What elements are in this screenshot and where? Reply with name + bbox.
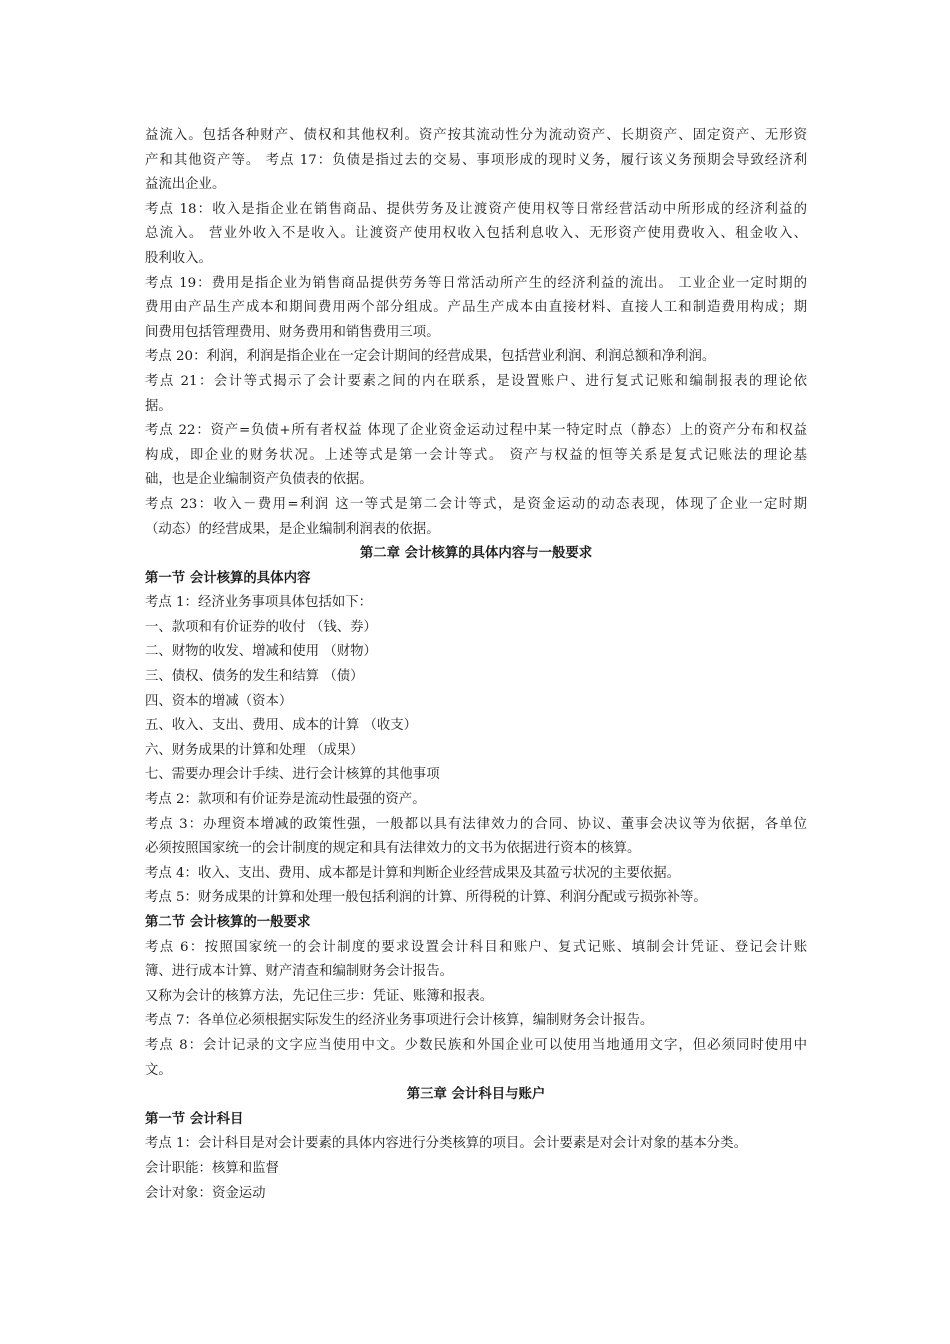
text-line: （动态）的经营成果，是企业编制利润表的依据。 xyxy=(145,521,440,537)
text-line: 七、需要办理会计手续、进行会计核算的其他事项 xyxy=(145,767,440,783)
text-line: 间费用包括管理费用、财务费用和销售费用三项。 xyxy=(145,324,440,340)
section-heading: 第二节 会计核算的一般要求 xyxy=(145,915,311,930)
text-line: 六、财务成果的计算和处理 （成果） xyxy=(145,742,364,758)
text-line: 三、债权、债务的发生和结算 （债） xyxy=(145,669,364,685)
text-line: 文。 xyxy=(145,1062,172,1078)
text-line: 考点 18：收入是指企业在销售商品、提供劳务及让渡资产使用权等日常经营活动中所形成的经济利益的 xyxy=(145,201,807,217)
text-line: 一、款项和有价证券的收付 （钱、券） xyxy=(145,619,377,635)
text-line: 簿、进行成本计算、财产清查和编制财务会计报告。 xyxy=(145,964,453,980)
text-line: 四、资本的增减（资本） xyxy=(145,693,293,709)
text-line: 考点 3：办理资本增减的政策性强，一般都以具有法律效力的合同、协议、董事会决议等为依据，各单位 xyxy=(145,816,807,832)
text-line: 又称为会计的核算方法，先记住三步：凭证、账簿和报表。 xyxy=(145,988,494,1004)
text-line: 考点 1：会计科目是对会计要素的具体内容进行分类核算的项目。会计要素是对会计对象的基本分类。 xyxy=(145,1136,747,1152)
text-line: 产和其他资产等。 考点 17：负债是指过去的交易、事项形成的现时义务，履行该义务预期会导致经济利 xyxy=(145,152,807,168)
chapter-heading: 第三章 会计科目与账户 xyxy=(406,1087,546,1103)
text-line: 考点 19：费用是指企业为销售商品提供劳务等日常活动所产生的经济利益的流出。 工业企业一定时期的 xyxy=(145,275,807,291)
text-line: 费用由产品生产成本和期间费用两个部分组成。产品生产成本由直接材料、直接人工和制造费用构成；期 xyxy=(145,300,807,316)
text-line: 构成，即企业的财务状况。上述等式是第一会计等式。 资产与权益的恒等关系是复式记账法的理论基 xyxy=(145,447,807,463)
text-line: 考点 8：会计记录的文字应当使用中文。少数民族和外国企业可以使用当地通用文字，但必须同时使用中 xyxy=(145,1037,807,1053)
text-line: 股利收入。 xyxy=(145,250,212,266)
text-line: 础，也是企业编制资产负债表的依据。 xyxy=(145,472,373,488)
text-line: 总流入。 营业外收入不是收入。让渡资产使用权收入包括利息收入、无形资产使用费收入、租金收入、 xyxy=(145,226,807,242)
text-line: 二、财物的收发、增减和使用 （财物） xyxy=(145,644,377,660)
text-line: 必须按照国家统一的会计制度的规定和具有法律效力的文书为依据进行资本的核算。 xyxy=(145,841,641,857)
text-line: 会计对象：资金运动 xyxy=(145,1185,266,1201)
text-line: 五、收入、支出、费用、成本的计算 （收支） xyxy=(145,718,418,734)
text-line: 考点 2：款项和有价证券是流动性最强的资产。 xyxy=(145,792,426,808)
section-heading: 第一节 会计核算的具体内容 xyxy=(145,570,311,586)
section-heading: 第一节 会计科目 xyxy=(145,1111,244,1127)
text-line: 考点 6：按照国家统一的会计制度的要求设置会计科目和账户、复式记账、填制会计凭证、登记会计账 xyxy=(145,939,807,955)
text-line: 会计职能：核算和监督 xyxy=(145,1160,279,1176)
text-line: 考点 21：会计等式揭示了会计要素之间的内在联系，是设置账户、进行复式记账和编制报表的理论依 xyxy=(145,373,807,389)
text-line: 考点 22：资产=负债+所有者权益 体现了企业资金运动过程中某一特定时点（静态）上的资产分布和权益 xyxy=(145,423,807,439)
text-line: 考点 5：财务成果的计算和处理一般包括利润的计算、所得税的计算、利润分配或亏损弥补等。 xyxy=(145,890,707,906)
text-line: 考点 4：收入、支出、费用、成本都是计算和判断企业经营成果及其盈亏状况的主要依据。 xyxy=(145,865,681,881)
text-line: 考点 1：经济业务事项具体包括如下： xyxy=(145,595,373,611)
text-line: 益流入。包括各种财产、债权和其他权利。资产按其流动性分为流动资产、长期资产、固定资产、无形资 xyxy=(145,128,807,143)
text-line: 据。 xyxy=(145,398,172,414)
text-line: 考点 7：各单位必须根据实际发生的经济业务事项进行会计核算，编制财务会计报告。 xyxy=(145,1013,654,1029)
document-page xyxy=(145,124,807,1206)
chapter-heading: 第二章 会计核算的具体内容与一般要求 xyxy=(359,546,593,562)
text-line: 益流出企业。 xyxy=(145,177,226,193)
text-line: 考点 23：收入－费用=利润 这一等式是第二会计等式，是资金运动的动态表现，体现了企业一定时期 xyxy=(145,496,807,512)
text-line: 考点 20：利润，利润是指企业在一定会计期间的经营成果，包括营业利润、利润总额和净利润。 xyxy=(145,349,716,365)
